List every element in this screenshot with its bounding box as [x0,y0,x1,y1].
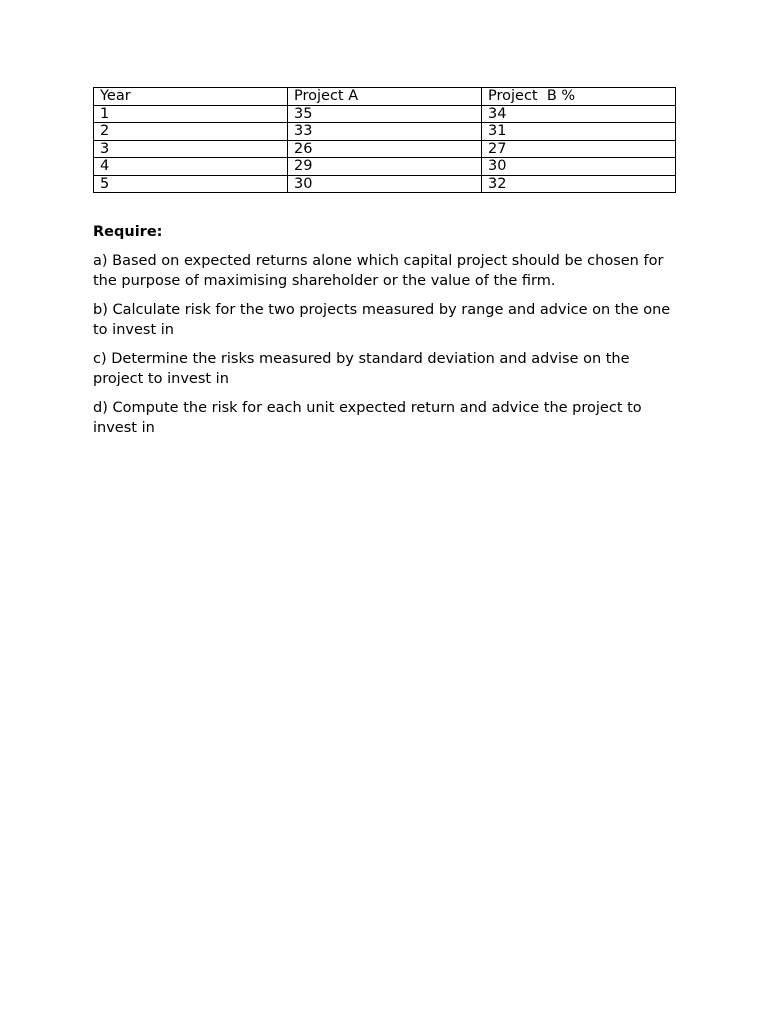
require-heading: Require: [93,224,163,240]
table-cell-project-a: 30 [288,175,482,193]
table-cell-project-a: 26 [288,140,482,158]
header-project-b: Project B % [482,88,676,106]
table-cell-project-b: 32 [482,175,676,193]
table-cell-year: 1 [94,105,288,123]
table-cell-year: 5 [94,175,288,193]
table-cell-project-a: 35 [288,105,482,123]
table-row [94,140,676,158]
question-c: c) Determine the risks measured by standard deviation and advise on the project to invest in [93,351,630,387]
table-cell-project-a: 33 [288,123,482,141]
table-row [94,105,676,123]
table-cell-year: 3 [94,140,288,158]
question-a: a) Based on expected returns alone which capital project should be chosen for the purpose of maximising shareholder or the value of the firm. [93,253,664,289]
table-row [94,158,676,176]
table-row [94,175,676,193]
table-cell-project-b: 27 [482,140,676,158]
document-page [93,87,675,438]
table-cell-year: 4 [94,158,288,176]
header-project-a: Project A [288,88,482,106]
question-d: d) Compute the risk for each unit expected return and advice the project to invest in [93,400,642,436]
question-b: b) Calculate risk for the two projects measured by range and advice on the one to invest in [93,302,671,338]
table-cell-year: 2 [94,123,288,141]
header-year: Year [94,88,288,106]
table-cell-project-a: 29 [288,158,482,176]
table-cell-project-b: 30 [482,158,676,176]
table-header-row [94,88,676,106]
table-cell-project-b: 34 [482,105,676,123]
returns-table [93,87,676,193]
table-row [94,123,676,141]
table-cell-project-b: 31 [482,123,676,141]
